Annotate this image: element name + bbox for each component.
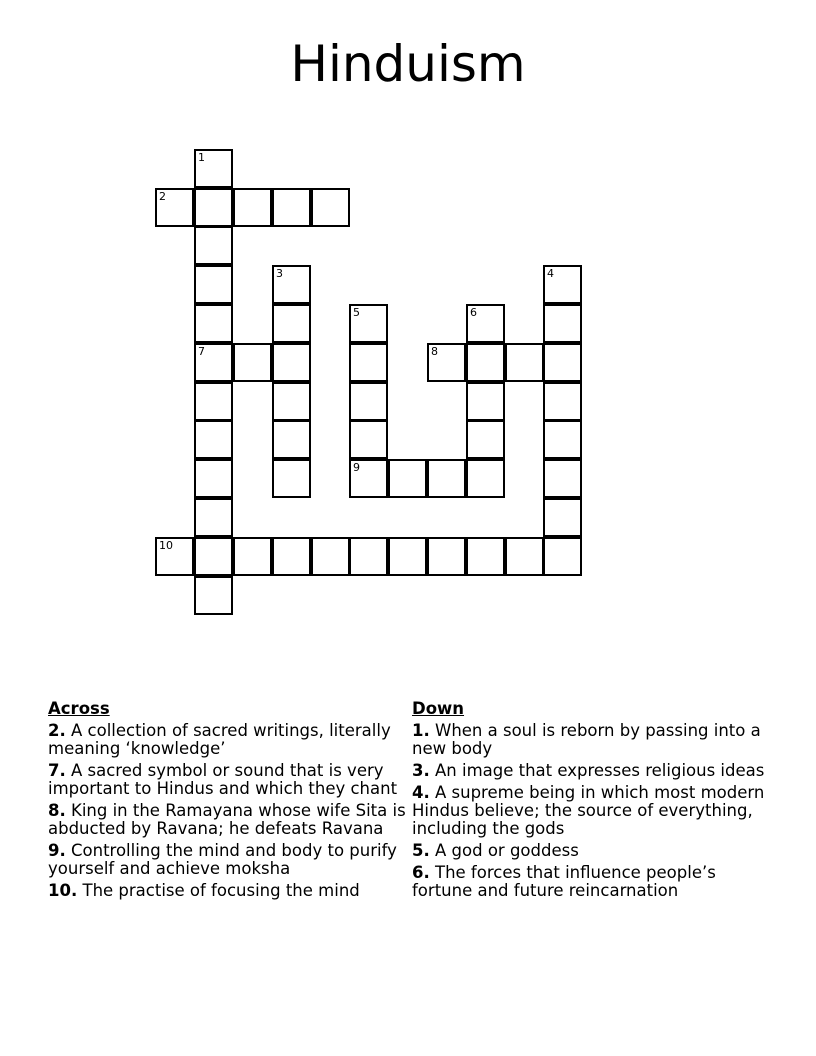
clue-number: 9. <box>48 841 66 860</box>
across-clue <box>48 802 408 838</box>
crossword-cell[interactable] <box>427 343 466 382</box>
crossword-cell[interactable] <box>388 459 427 498</box>
down-heading: Down <box>412 699 465 718</box>
clue-number: 8. <box>48 801 66 820</box>
clue-number-label: 1 <box>198 151 205 164</box>
clue-number: 1. <box>412 721 430 740</box>
clue-text: King in the Ramayana whose wife Sita is abducted by Ravana; he defeats Ravana <box>48 801 406 838</box>
crossword-cell[interactable] <box>272 459 311 498</box>
clue-number-label: 9 <box>353 461 360 474</box>
crossword-cell[interactable] <box>194 382 233 421</box>
crossword-cell[interactable] <box>505 343 544 382</box>
clue-text: The forces that influence people’s fortune and future reincarnation <box>412 863 716 900</box>
crossword-cell[interactable] <box>543 382 582 421</box>
crossword-cell[interactable] <box>543 304 582 343</box>
crossword-cell[interactable] <box>543 420 582 459</box>
crossword-cell[interactable] <box>233 537 272 576</box>
clue-text: Controlling the mind and body to purify yourself and achieve moksha <box>48 841 397 878</box>
crossword-cell[interactable] <box>349 304 388 343</box>
crossword-cell[interactable] <box>272 382 311 421</box>
clue-text: The practise of focusing the mind <box>82 881 360 900</box>
across-clue <box>48 882 408 900</box>
clue-number: 5. <box>412 841 430 860</box>
clue-number: 10. <box>48 881 78 900</box>
crossword-cell[interactable] <box>388 537 427 576</box>
across-clues <box>48 700 408 904</box>
clue-number-label: 5 <box>353 306 360 319</box>
across-clue <box>48 762 408 798</box>
crossword-cell[interactable] <box>155 537 194 576</box>
down-clue <box>412 864 772 900</box>
crossword-cell[interactable] <box>272 420 311 459</box>
clue-number: 6. <box>412 863 430 882</box>
crossword-cell[interactable] <box>505 537 544 576</box>
down-clue <box>412 842 772 860</box>
clue-number-label: 8 <box>431 345 438 358</box>
across-clue <box>48 842 408 878</box>
clue-number: 3. <box>412 761 430 780</box>
crossword-cell[interactable] <box>466 382 505 421</box>
crossword-cell[interactable] <box>272 265 311 304</box>
crossword-cell[interactable] <box>427 459 466 498</box>
crossword-cell[interactable] <box>272 304 311 343</box>
crossword-cell[interactable] <box>272 343 311 382</box>
crossword-cell[interactable] <box>427 537 466 576</box>
crossword-cell[interactable] <box>349 537 388 576</box>
crossword-cell[interactable] <box>466 420 505 459</box>
crossword-cell[interactable] <box>272 188 311 227</box>
clue-text: A supreme being in which most modern Hindus believe; the source of everything, including the gods <box>412 783 765 838</box>
clue-number: 4. <box>412 783 430 802</box>
across-clue <box>48 722 408 758</box>
clue-number: 2. <box>48 721 66 740</box>
crossword-cell[interactable] <box>466 304 505 343</box>
crossword-cell[interactable] <box>233 343 272 382</box>
crossword-cell[interactable] <box>466 343 505 382</box>
clue-number-label: 7 <box>198 345 205 358</box>
crossword-cell[interactable] <box>311 188 350 227</box>
down-clue <box>412 722 772 758</box>
crossword-cell[interactable] <box>155 188 194 227</box>
crossword-cell[interactable] <box>543 265 582 304</box>
crossword-cell[interactable] <box>194 149 233 188</box>
crossword-cell[interactable] <box>194 343 233 382</box>
down-clue <box>412 762 772 780</box>
clue-text: A sacred symbol or sound that is very important to Hindus and which they chant <box>48 761 398 798</box>
crossword-cell[interactable] <box>194 537 233 576</box>
crossword-cell[interactable] <box>194 188 233 227</box>
crossword-cell[interactable] <box>349 343 388 382</box>
crossword-cell[interactable] <box>272 537 311 576</box>
clue-number: 7. <box>48 761 66 780</box>
page-title: Hinduism <box>290 35 526 93</box>
clue-text: A god or goddess <box>435 841 579 860</box>
crossword-cell[interactable] <box>233 188 272 227</box>
crossword-cell[interactable] <box>543 498 582 537</box>
crossword-cell[interactable] <box>349 382 388 421</box>
clue-number-label: 3 <box>276 267 283 280</box>
crossword-cell[interactable] <box>194 576 233 615</box>
crossword-cell[interactable] <box>543 459 582 498</box>
crossword-cell[interactable] <box>466 459 505 498</box>
crossword-cell[interactable] <box>543 343 582 382</box>
clue-number-label: 6 <box>470 306 477 319</box>
crossword-cell[interactable] <box>349 420 388 459</box>
crossword-cell[interactable] <box>194 498 233 537</box>
crossword-cell[interactable] <box>543 537 582 576</box>
clue-text: When a soul is reborn by passing into a new body <box>412 721 761 758</box>
down-clues <box>412 700 772 904</box>
crossword-cell[interactable] <box>194 265 233 304</box>
crossword-cell[interactable] <box>311 537 350 576</box>
clue-number-label: 10 <box>159 539 173 552</box>
crossword-cell[interactable] <box>194 226 233 265</box>
clue-number-label: 4 <box>547 267 554 280</box>
clue-text: A collection of sacred writings, literally meaning ‘knowledge’ <box>48 721 391 758</box>
crossword-cell[interactable] <box>349 459 388 498</box>
crossword-cell[interactable] <box>194 420 233 459</box>
down-clue <box>412 784 772 838</box>
clue-text: An image that expresses religious ideas <box>435 761 765 780</box>
across-heading: Across <box>48 699 110 718</box>
crossword-cell[interactable] <box>194 459 233 498</box>
crossword-cell[interactable] <box>466 537 505 576</box>
crossword-cell[interactable] <box>194 304 233 343</box>
clue-number-label: 2 <box>159 190 166 203</box>
